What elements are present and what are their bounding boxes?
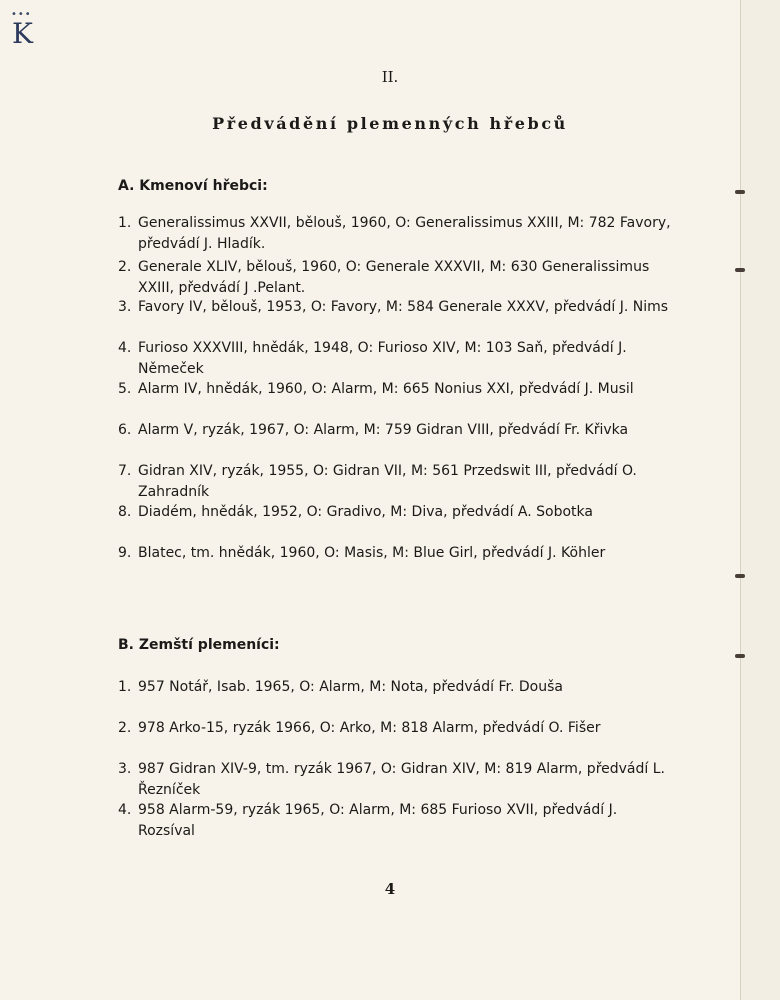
page-number: 4 [384, 880, 396, 898]
section-a-heading: A. Kmenoví hřebci: [118, 178, 268, 194]
item-number: 2. [118, 720, 132, 736]
item-number: 4. [118, 340, 132, 356]
adjacent-page-edge [740, 0, 780, 1000]
item-number: 6. [118, 422, 132, 438]
item-text: Blatec, tm. hnědák, 1960, O: Masis, M: Blue Girl, předvádí J. Köhler [138, 545, 606, 561]
item-number: 8. [118, 504, 132, 520]
item-number: 1. [118, 679, 132, 695]
section-b-heading: B. Zemští plemeníci: [118, 637, 280, 653]
item-text: Furioso XXXVIII, hnědák, 1948, O: Furioso XIV, M: 103 Saň, předvádí J. Němeček [138, 340, 627, 377]
staple-mark [735, 268, 745, 272]
item-number: 1. [118, 215, 132, 231]
list-item [118, 718, 678, 739]
list-item [118, 379, 678, 400]
staple-mark [735, 190, 745, 194]
item-text: Generalissimus XXVII, bělouš, 1960, O: Generalissimus XXIII, M: 782 Favory, předvádí J. Hladík. [138, 215, 671, 252]
item-number: 3. [118, 761, 132, 777]
list-item [118, 297, 678, 318]
list-item [118, 759, 678, 801]
watermark-logo-icon [8, 6, 36, 50]
list-item [118, 338, 678, 380]
item-text: Alarm IV, hnědák, 1960, O: Alarm, M: 665 Nonius XXI, předvádí J. Musil [138, 381, 634, 397]
item-number: 4. [118, 802, 132, 818]
item-text: Generale XLIV, bělouš, 1960, O: Generale XXXVII, M: 630 Generalissimus XXIII, předvádí J .Pelant. [138, 259, 650, 296]
list-item [118, 213, 678, 255]
page-title: Předvádění plemenných hřebců [212, 114, 568, 133]
item-text: 978 Arko-15, ryzák 1966, O: Arko, M: 818 Alarm, předvádí O. Fišer [138, 720, 601, 736]
item-text: Gidran XIV, ryzák, 1955, O: Gidran VII, M: 561 Przedswit III, předvádí O. Zahradník [138, 463, 637, 500]
list-item [118, 800, 678, 842]
item-number: 3. [118, 299, 132, 315]
chapter-number: II. [381, 68, 399, 86]
list-item [118, 257, 678, 299]
item-number: 5. [118, 381, 132, 397]
item-text: 957 Notář, Isab. 1965, O: Alarm, M: Nota, předvádí Fr. Douša [138, 679, 563, 695]
list-item [118, 502, 678, 523]
list-item [118, 420, 678, 441]
item-text: 987 Gidran XIV-9, tm. ryzák 1967, O: Gidran XIV, M: 819 Alarm, předvádí L. Řezníček [138, 761, 665, 798]
logo-letter: K [12, 17, 33, 50]
list-item [118, 461, 678, 503]
list-item [118, 677, 678, 698]
staple-mark [735, 574, 745, 578]
staple-mark [735, 654, 745, 658]
logo-dots: ••• [11, 9, 32, 20]
item-text: Diadém, hnědák, 1952, O: Gradivo, M: Diva, předvádí A. Sobotka [138, 504, 593, 520]
list-item [118, 543, 678, 564]
item-number: 7. [118, 463, 132, 479]
item-number: 9. [118, 545, 132, 561]
item-text: 958 Alarm-59, ryzák 1965, O: Alarm, M: 685 Furioso XVII, předvádí J. Rozsíval [138, 802, 618, 839]
item-text: Favory IV, bělouš, 1953, O: Favory, M: 584 Generale XXXV, předvádí J. Nims [138, 299, 669, 315]
item-number: 2. [118, 259, 132, 275]
item-text: Alarm V, ryzák, 1967, O: Alarm, M: 759 Gidran VIII, předvádí Fr. Křivka [138, 422, 629, 438]
